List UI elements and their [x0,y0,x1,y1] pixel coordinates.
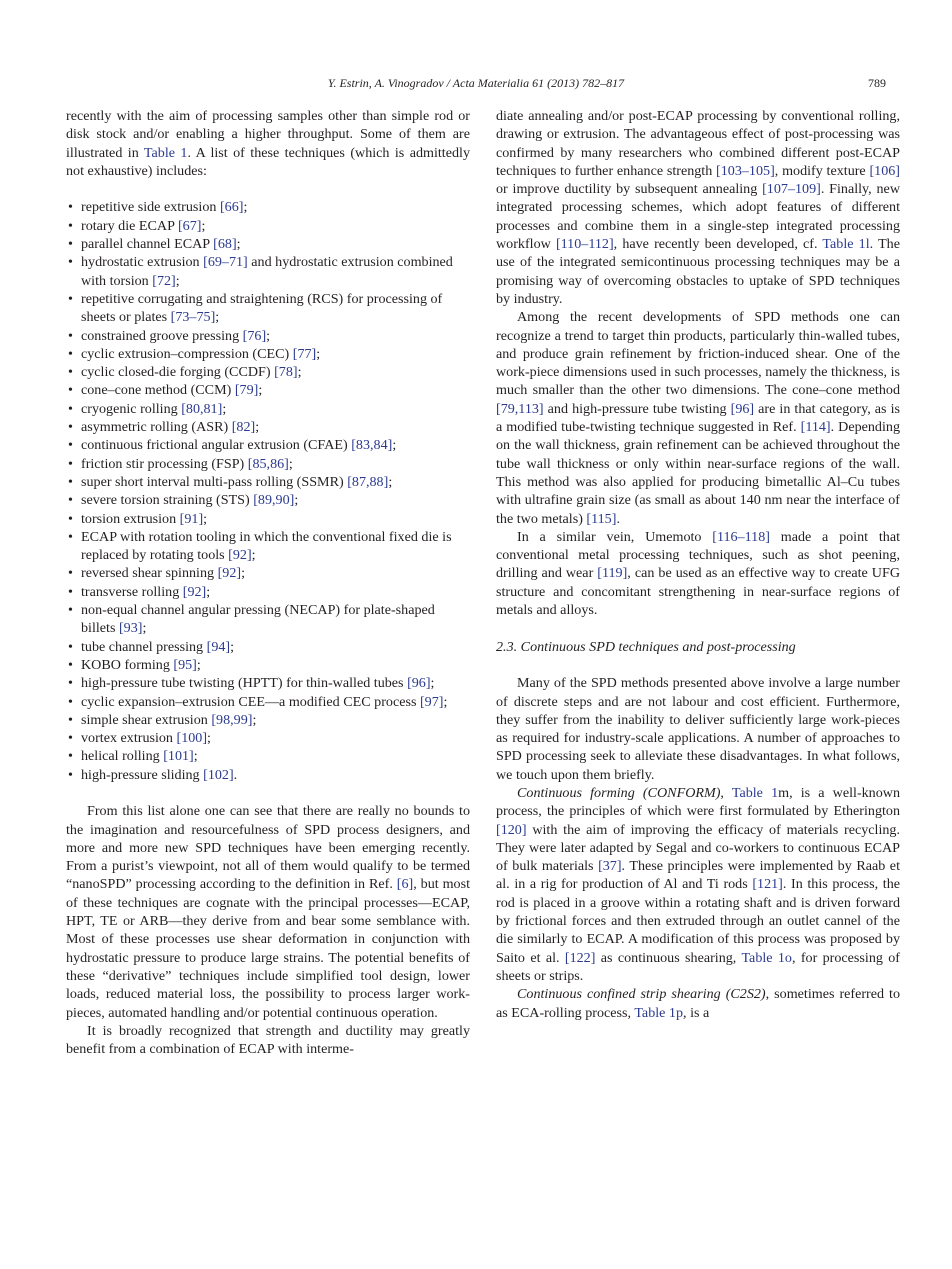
journal-citation: Y. Estrin, A. Vinogradov / Acta Materialia 61 (2013) 782–817 [327,76,625,90]
text-run: ; [388,473,393,490]
text-run: ; [430,675,435,692]
text-run: continuous frictional angular extrusion (CFAE) [81,437,352,454]
paragraph-derivative-techniques [66,802,470,1022]
running-header [66,76,886,96]
citation-link[interactable]: [68] [213,236,237,253]
list-item [66,436,470,454]
text-run: From this list alone one can see that there are really no bounds to the imagination and resourcefulness of SPD process designers, and more and more new SPD techniques have been emerging recently. From a purist’s viewpoint, not all of them would qualify to be termed “nanoSPD” processing according to the definition in Ref. [66,803,470,893]
text-run: . These principles were implemented by Raab et al. in a rig for production of Al and Ti rods [496,858,900,893]
text-run: ; [175,272,180,289]
list-item [66,217,470,235]
citation-link[interactable]: [95] [173,656,197,673]
citation-link[interactable]: [85,86] [247,455,289,472]
text-run: as continuous shearing, [595,949,742,966]
list-item [66,528,470,565]
list-item [66,198,470,216]
text-run: non-equal channel angular pressing (NECAP) for plate-shaped billets [81,602,435,637]
list-item [66,693,470,711]
text-run: ; [297,364,302,381]
right-column [496,107,900,1022]
text-run: ; [193,748,198,765]
text-run: repetitive side extrusion [81,199,220,216]
text-run: ; [443,693,448,710]
text-run: . Depending on the wall thickness, grain refinement can be achieved throughout the tube wall thickness or only within near-surface regions of the wall. This method was also applied for producing bimetallic Al–Cu tubes with ultrafine grain size (as small as about 140 nm near the interface of the two metals) [496,419,900,527]
list-item [66,564,470,582]
text-run: ; [222,400,227,417]
text-run: rotary die ECAP [81,217,178,234]
text-run: vortex extrusion [81,730,177,747]
text-run: high-pressure tube twisting (HPTT) for thin-walled tubes [81,675,408,692]
text-run: ; [241,565,245,582]
list-item [66,400,470,418]
text-run: constrained groove pressing [81,327,243,344]
list-item [66,510,470,528]
citation-link[interactable]: [103–105] [716,162,775,179]
citation-link[interactable]: [110–112] [555,236,614,253]
text-run: , have recently been developed, cf. [613,236,823,253]
text-run: ; [243,199,248,216]
citation-link[interactable]: [114] [800,419,831,436]
text-run: m, is a well-known process, the principles of which were first formulated by Etherington [496,784,901,820]
italic-term: Continuous forming (CONFORM) [517,784,721,801]
citation-link[interactable]: Table 1 [731,784,779,801]
text-run: cyclic closed-die forging (CCDF) [81,364,275,381]
citation-link[interactable]: [77] [292,345,317,362]
text-run: KOBO forming [81,656,174,673]
text-run: ; [392,437,397,454]
text-run: ; [206,583,211,600]
list-item [66,290,470,327]
text-run: . In this process, the rod is placed in a groove within a rotating shaft and is driven forward by frictional forces and then extruded through an outlet cannel of the die similarly to ECAP. A modification of this process was proposed by Saito et al. [496,876,900,966]
text-run: severe torsion straining (STS) [81,492,254,509]
text-run: repetitive corrugating and straightening (RCS) for processing of sheets or plates [81,290,443,326]
text-run: cone–cone method (CCM) [81,382,235,399]
list-item [66,473,470,491]
citation-link[interactable]: Table 1o [741,949,792,966]
citation-link[interactable]: [107–109] [762,181,821,198]
left-column [66,107,470,1058]
citation-link[interactable]: [6] [396,876,414,893]
text-run: In a similar vein, Umemoto [517,528,713,545]
text-run: ; [316,345,321,362]
text-run: ; [201,217,206,234]
text-run: , modify texture [774,162,870,179]
text-run: reversed shear spinning [81,565,218,582]
citation-link[interactable]: [101] [163,748,194,765]
citation-link[interactable]: [96] [407,675,431,692]
citation-link[interactable]: [79] [234,382,259,399]
text-run: ; [142,620,147,637]
text-run: , but most of these techniques are cognate with the principal processes—ECAP, HPT, TE or ARB—they derive from and bear some semblance with. Most of these processes use shear deformation in conjunction with hydrostatic pressure to produce large strains. The potential benefits of these “derivative” techniques include simplified tool design, lower loads, reduced material loss, the possibility to process larger work-pieces, automated handling and/or potential continuous operation. [66,876,470,1021]
list-item [66,711,470,729]
text-run: ; [251,547,256,564]
list-item [66,345,470,363]
citation-link[interactable]: [91] [179,510,204,527]
text-run: ; [236,236,241,253]
text-run: . The use of the integrated semicontinuous processing techniques may be a promising way of overcoming obstacles to uptake of SPD techniques by industry. [496,236,900,307]
text-run: cyclic extrusion–compression (CEC) [81,345,293,362]
text-run: are in that category, as is a modified tube-twisting technique suggested in Ref. [496,400,900,436]
text-run: friction stir processing (FSP) [81,455,248,472]
text-run: ECAP with rotation tooling in which the conventional fixed die is replaced by rotating tools [81,528,452,564]
citation-link[interactable]: [80,81] [181,400,223,417]
text-run: It is broadly recognized that strength and ductility may greatly benefit from a combination of ECAP with interme- [66,1022,470,1058]
citation-link[interactable]: [78] [274,364,298,381]
citation-link[interactable]: Table 1p [634,1004,684,1021]
text-run: cyclic expansion–extrusion CEE—a modified CEC process [81,693,420,710]
list-item [66,235,470,253]
text-run: cryogenic rolling [81,400,182,417]
list-item [66,363,470,381]
citation-link[interactable]: [106] [869,162,900,179]
text-run: . [616,510,620,527]
citation-link[interactable]: [67] [177,217,202,234]
text-run: parallel channel ECAP [81,236,214,253]
citation-link[interactable]: [89,90] [253,492,295,509]
text-run: , sometimes referred to as ECA-rolling process, [496,986,900,1021]
text-run: . [233,766,238,783]
citation-link[interactable]: [76] [242,327,267,344]
citation-link[interactable]: [72] [152,272,176,289]
citation-link[interactable]: [79,113] [496,400,544,417]
citation-link[interactable]: [120] [496,821,527,838]
list-item [66,747,470,765]
list-item [66,766,470,784]
italic-term: Continuous confined strip shearing (C2S2) [517,986,766,1003]
paragraph-thin-products [496,308,900,528]
text-run: , can be used as an effective way to create UFG structure and concomitant strengthening in near-surface regions of metals and alloys. [496,565,900,619]
text-run: Many of the SPD methods presented above involve a large number of discrete steps and are not labour and cost efficient. Furthermore, they suffer from the inability to deliver sufficiently large work-pieces as required for industry-scale applications. A number of approaches to SPD processing seek to alleviate these disadvantages. In what follows, we touch upon them briefly. [496,675,900,783]
citation-link[interactable]: [122] [564,949,596,966]
text-run: super short interval multi-pass rolling (SSMR) [81,473,348,490]
text-run: hydrostatic extrusion [81,254,204,271]
citation-link[interactable]: [66] [219,199,244,216]
list-item [66,455,470,473]
text-run: , [720,784,732,801]
text-run: and hydrostatic extrusion combined with torsion [81,254,453,289]
spacer [66,784,470,802]
citation-link[interactable]: [82] [231,419,256,436]
spacer [496,656,900,674]
citation-link[interactable]: [121] [752,876,783,893]
text-run: , is a [683,1004,710,1021]
text-run: tube channel pressing [81,638,207,655]
list-item [66,491,470,509]
citation-link[interactable]: Table 1 [143,144,188,161]
list-item [66,327,470,345]
citation-link[interactable]: [92] [228,547,252,564]
spacer [66,180,470,198]
list-item [66,601,470,638]
intro-paragraph [66,107,470,180]
spd-technique-list [66,198,470,784]
citation-link[interactable]: [97] [419,693,444,710]
text-run: ; [294,492,299,509]
citation-link[interactable]: [96] [730,400,755,417]
page-number: 789 [868,76,886,90]
text-run: ; [207,730,211,747]
citation-link[interactable]: [98,99] [211,711,253,728]
section-heading: 2.3. Continuous SPD techniques and post-processing [496,638,796,655]
text-run: and high-pressure tube twisting [543,400,731,417]
text-run: made a point that conventional metal processing techniques, such as shot peening, drilling and wear [496,528,900,582]
paragraph-c2s2 [496,985,900,1022]
citation-link[interactable]: [115] [586,510,617,527]
list-item [66,253,470,290]
text-run: recently with the aim of processing samples other than simple rod or disk stock and/or enabling a higher throughput. Some of them are illustrated in [66,108,470,161]
list-item [66,418,470,436]
text-run: ; [215,309,220,326]
paragraph-continuous-intro [496,674,900,784]
text-run: simple shear extrusion [81,711,212,728]
citation-link[interactable]: [73–75] [170,309,216,326]
citation-link[interactable]: [93] [118,620,143,637]
citation-link[interactable]: [116–118] [712,528,770,545]
text-run: high-pressure sliding [81,766,204,783]
list-item [66,656,470,674]
spacer [496,619,900,637]
citation-link[interactable]: [83,84] [351,437,393,454]
citation-link[interactable]: [94] [206,638,231,655]
text-run: or improve ductility by subsequent annealing [496,181,763,198]
paragraph-strength-ductility [66,1022,470,1059]
text-run: asymmetric rolling (ASR) [81,419,232,436]
text-run: ; [255,419,260,436]
paragraph-conform [496,784,900,985]
text-run: ; [203,510,208,527]
text-run: diate annealing and/or post-ECAP processing by conventional rolling, drawing or extrusion. The advantageous effect of post-processing was confirmed by many researchers who combined different post-ECAP techniques to further enhance strength [496,108,900,179]
citation-link[interactable]: [92] [217,565,242,582]
text-run: transverse rolling [81,583,183,600]
citation-link[interactable]: Table 1l [822,236,870,253]
citation-link[interactable]: [92] [182,583,207,600]
text-run: Among the recent developments of SPD methods one can recognize a trend to target thin products, particularly thin-walled tubes, and produce grain refinement by friction-induced shear. One of the work-piece dimensions used in such processes, namely the thickness, is much smaller than the other two dimensions. The cone–cone method [496,309,900,399]
text-run: ; [196,656,201,673]
list-item [66,381,470,399]
paragraph-umemoto [496,528,900,619]
citation-link[interactable]: [102] [203,766,234,783]
citation-link[interactable]: [87,88] [347,473,389,490]
list-item [66,729,470,747]
text-run: ; [258,382,263,399]
citation-link[interactable]: [119] [597,565,628,582]
text-run: helical rolling [81,748,164,765]
citation-link[interactable]: [37] [598,858,622,875]
text-run: . Finally, new integrated processing schemes, which adopt features of different processes and combine them in a single-step integrated processing workflow [496,181,900,253]
text-run: torsion extrusion [81,510,180,527]
text-run: ; [266,327,271,344]
text-run: , for processing of sheets or strips. [496,949,901,984]
list-item [66,638,470,656]
citation-link[interactable]: [69–71] [203,254,248,271]
text-run: with the aim of improving the efficacy of materials recycling. They were later adapted by Segal and co-workers to continuous ECAP of bulk materials [496,821,900,875]
paragraph-post-processing [496,107,900,308]
text-run: . A list of these techniques (which is admittedly not exhaustive) includes: [66,144,470,179]
citation-link[interactable]: [100] [176,730,208,747]
list-item [66,583,470,601]
text-run: ; [230,638,235,655]
text-run: ; [252,711,257,728]
text-run: ; [288,455,293,472]
list-item [66,674,470,692]
